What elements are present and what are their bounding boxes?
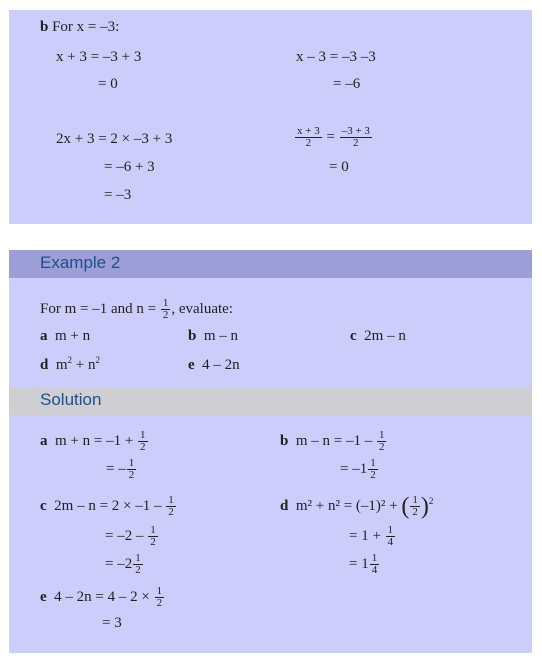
fraction-denominator: 2 — [378, 441, 385, 453]
fraction — [161, 298, 171, 321]
question-e — [188, 356, 240, 374]
fraction-denominator: 4 — [387, 536, 394, 548]
question-c — [350, 327, 406, 345]
fraction-numerator: 1 — [378, 429, 385, 441]
b-right-line3 — [294, 126, 373, 149]
fraction-numerator: 1 — [135, 552, 141, 564]
fraction-denominator: 2 — [150, 536, 156, 548]
fraction-numerator: 1 — [140, 429, 146, 441]
solution-expr: = –1 — [340, 460, 368, 477]
fraction-numerator: 1 — [150, 524, 156, 536]
b-left-line5: = –3 — [104, 187, 132, 203]
solution-label: b — [280, 432, 289, 449]
fraction — [127, 458, 137, 481]
example-box — [9, 250, 532, 653]
question-label: c — [350, 328, 357, 344]
question-expr: 4 – 2n — [202, 357, 240, 373]
solution-b-line1 — [280, 430, 387, 453]
question-label: e — [188, 357, 195, 373]
solution-expr: m + n = –1 + — [55, 432, 138, 449]
solution-e-line1 — [40, 586, 165, 609]
solution-expr: 2m – n = 2 × –1 – — [54, 497, 166, 514]
question-label: d — [40, 357, 49, 373]
fraction — [148, 525, 158, 548]
question-expr: m – n — [203, 328, 239, 344]
solution-expr: m – n = –1 – — [295, 432, 376, 449]
fraction-numerator: 1 — [370, 457, 376, 469]
solution-a-line1 — [40, 430, 149, 453]
part-b-heading — [40, 18, 119, 36]
exponent: 2 — [428, 495, 434, 506]
solution-label: c — [40, 497, 47, 514]
question-a — [40, 327, 90, 345]
solution-d-line1 — [280, 495, 433, 518]
solution-label: a — [40, 432, 48, 449]
fraction — [340, 126, 372, 149]
fraction — [410, 495, 420, 518]
fraction-denominator: 4 — [371, 564, 378, 576]
fraction-numerator: 1 — [387, 524, 394, 536]
question-label: a — [40, 328, 48, 344]
open-paren: ( — [401, 493, 410, 520]
solution-c-line1 — [40, 495, 177, 518]
fraction-numerator: 1 — [371, 552, 378, 564]
b-right-line1: x – 3 = –3 –3 — [296, 49, 376, 65]
question-expr: 2m – n — [364, 328, 406, 344]
fraction-denominator: 2 — [168, 506, 174, 518]
exponent: 2 — [67, 355, 73, 365]
exponent: 2 — [95, 355, 100, 365]
question-expr: m + n — [55, 328, 91, 344]
solution-expr: m² + n² = (–1)² + — [295, 497, 402, 514]
fraction-denominator: 2 — [135, 564, 141, 576]
solution-c-line2 — [105, 525, 159, 548]
solution-expr: = –2 – — [105, 527, 148, 544]
part-b-box — [9, 10, 532, 224]
solution-d-line2 — [349, 525, 396, 548]
fraction — [386, 525, 396, 548]
solution-expr: 4 – 2n = 4 – 2 × — [54, 588, 154, 605]
close-paren: ) — [420, 493, 429, 520]
b-left-line1: x + 3 = –3 + 3 — [56, 49, 142, 65]
question-expr: n — [87, 357, 96, 373]
fraction — [295, 126, 322, 149]
part-b-label: b — [40, 19, 49, 35]
solution-title: Solution — [40, 390, 102, 409]
b-left-line2: = 0 — [98, 76, 118, 92]
fraction — [155, 586, 165, 609]
fraction — [133, 553, 143, 576]
solution-label: e — [40, 588, 47, 605]
solution-d-line3 — [349, 553, 380, 576]
fraction-numerator: 1 — [412, 494, 418, 506]
solution-e-line2: = 3 — [102, 615, 122, 631]
fraction-denominator: 2 — [128, 469, 135, 481]
question-label: b — [188, 328, 197, 344]
solution-expr: = 1 — [349, 555, 369, 572]
solution-label: d — [280, 497, 289, 514]
equals-sign: = — [326, 128, 335, 145]
fraction-numerator: 1 — [162, 297, 169, 309]
prompt-text-end: , evaluate: — [171, 300, 233, 317]
fraction-denominator: 2 — [412, 506, 418, 518]
fraction-denominator: 2 — [353, 137, 359, 149]
fraction-denominator: 2 — [162, 309, 169, 321]
solution-a-line2 — [106, 458, 137, 481]
example-title: Example 2 — [40, 253, 121, 272]
fraction-denominator: 2 — [140, 441, 146, 453]
solution-c-line3 — [105, 553, 144, 576]
fraction-numerator: 1 — [168, 494, 174, 506]
fraction-denominator: 2 — [156, 597, 163, 609]
solution-expr: = – — [106, 460, 126, 477]
solution-b-line2 — [340, 458, 379, 481]
fraction-numerator: 1 — [156, 585, 163, 597]
fraction-numerator: x + 3 — [297, 125, 320, 137]
fraction-denominator: 2 — [370, 469, 376, 481]
prompt-text: For m = –1 and n = — [40, 300, 160, 317]
b-left-line4: = –6 + 3 — [104, 159, 155, 175]
example-header — [9, 250, 532, 278]
fraction-denominator: 2 — [305, 137, 312, 149]
example-prompt — [40, 298, 233, 321]
question-d — [40, 356, 100, 374]
solution-expr: = 1 + — [349, 527, 385, 544]
fraction-numerator: 1 — [128, 457, 135, 469]
question-b — [188, 327, 238, 345]
fraction — [368, 458, 378, 481]
part-b-heading-text: For x = –3: — [52, 19, 120, 35]
fraction-numerator: –3 + 3 — [341, 125, 370, 137]
question-expr: + — [72, 357, 88, 373]
b-right-line4: = 0 — [329, 159, 349, 175]
fraction — [138, 430, 148, 453]
solution-header — [9, 387, 532, 415]
b-left-line3: 2x + 3 = 2 × –3 + 3 — [56, 131, 173, 147]
b-right-line2: = –6 — [333, 76, 361, 92]
question-expr: m — [55, 357, 68, 373]
fraction — [166, 495, 176, 518]
solution-expr: = –2 — [105, 555, 133, 572]
fraction — [377, 430, 387, 453]
fraction — [370, 553, 380, 576]
